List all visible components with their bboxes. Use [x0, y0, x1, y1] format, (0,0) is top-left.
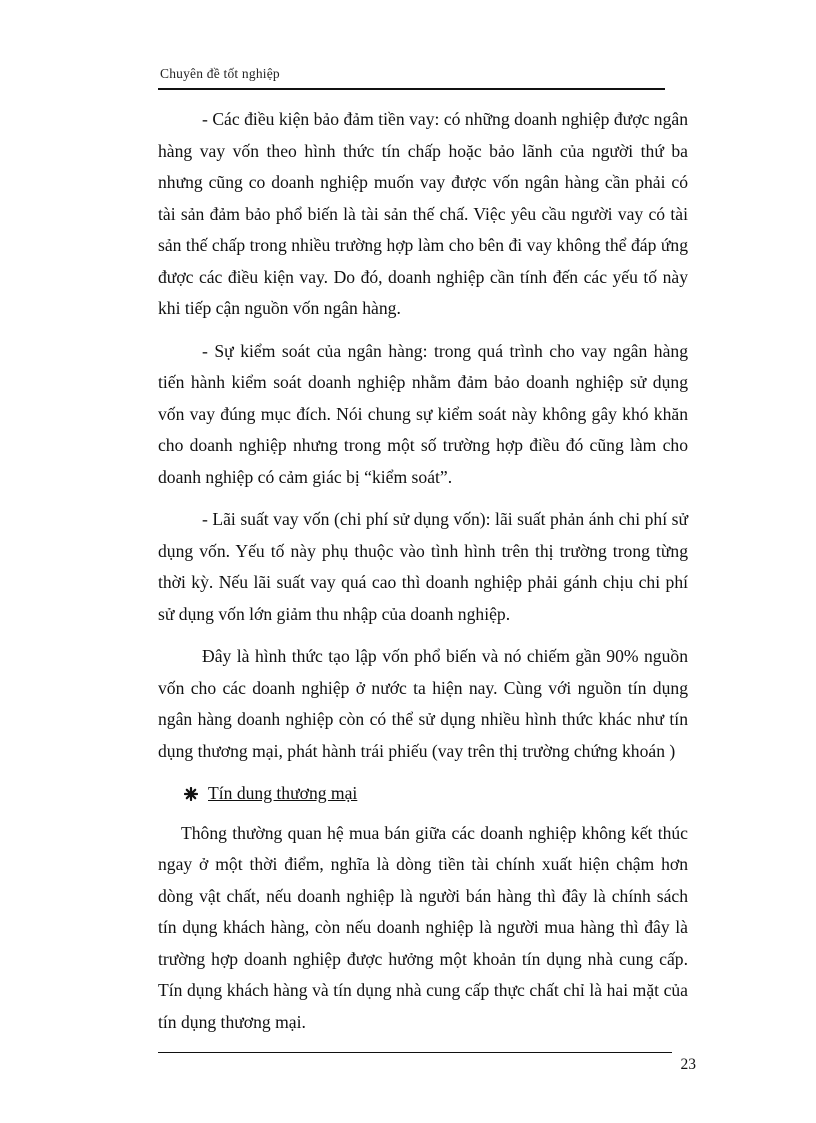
paragraph-bank-credit-summary: Đây là hình thức tạo lập vốn phổ biến và nó chiếm gần 90% nguồn vốn cho các doanh nghiệp ở nước ta hiện nay. Cùng với nguồn tín dụng ngân hàng doanh nghiệp còn có thể sử dụng nhiều hình thức khác như tín dụng thương mại, phát hành trái phiếu (vay trên thị trường chứng khoán )	[158, 646, 688, 761]
page-header-title: Chuyên đề tốt nghiệp	[160, 66, 280, 81]
page-number: 23	[680, 1056, 696, 1073]
paragraph-trade-credit: Thông thường quan hệ mua bán giữa các doanh nghiệp không kết thúc ngay ở một thời điểm, nghĩa là dòng tiền tài chính xuất hiện chậm hơn dòng vật chất, nếu doanh nghiệp là người bán hàng thì đây là chính sách tín dụng khách hàng, còn nếu doanh nghiệp là người mua hàng thì đây là trường hợp doanh nghiệp được hưởng một khoản tín dụng nhà cung cấp. Tín dụng khách hàng và tín dụng nhà cung cấp thực chất chỉ là hai mặt của tín dụng thương mại.	[158, 822, 688, 1032]
section-heading	[184, 778, 688, 810]
asterisk-bullet-icon	[184, 787, 198, 801]
section-heading-label: Tín dung thương mại	[208, 783, 358, 803]
paragraph-bank-control: - Sự kiểm soát của ngân hàng: trong quá trình cho vay ngân hàng tiến hành kiểm soát doanh nghiệp nhằm đảm bảo doanh nghiệp sử dụng vốn vay đúng mục đích. Nói chung sự kiểm soát này không gây khó khăn cho doanh nghiệp nhưng trong một số trường hợp điều đó cũng làm cho doanh nghiệp có cảm giác bị “kiểm soát”.	[158, 340, 688, 487]
footer-divider	[158, 1052, 672, 1053]
header-divider	[158, 88, 665, 90]
paragraph-interest-rate: - Lãi suất vay vốn (chi phí sử dụng vốn): lãi suất phản ánh chi phí sử dụng vốn. Yếu tố này phụ thuộc vào tình hình trên thị trường trong từng thời kỳ. Nếu lãi suất vay quá cao thì doanh nghiệp phải gánh chịu chi phí sử dụng vốn lớn giảm thu nhập của doanh nghiệp.	[158, 509, 688, 624]
paragraph-collateral-conditions: - Các điều kiện bảo đảm tiền vay: có những doanh nghiệp được ngân hàng vay vốn theo hình thức tín chấp hoặc bảo lãnh của người thứ ba nhưng cũng co doanh nghiệp muốn vay được vốn ngân hàng cần phải có tài sản đảm bảo phổ biến là tài sản thế chấ. Việc yêu cầu người vay có tài sản thế chấp trong nhiều trường hợp làm cho bên đi vay không thể đáp ứng được các điều kiện vay. Do đó, doanh nghiệp cần tính đến các yếu tố này khi tiếp cận nguồn vốn ngân hàng.	[158, 109, 688, 318]
document-body	[158, 104, 688, 1049]
